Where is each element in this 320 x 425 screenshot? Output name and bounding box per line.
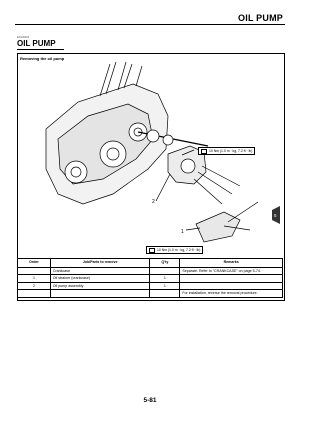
callout-1-label: 1 xyxy=(181,229,184,235)
col-qty: Q'ty xyxy=(150,259,180,268)
header-rule xyxy=(15,24,285,25)
header-title: OIL PUMP xyxy=(238,13,283,23)
table-row: 1 Oil strainer (crankcase) 1 xyxy=(18,275,283,282)
table-row: 2 Oil pump assembly 1 xyxy=(18,282,283,289)
chapter-tab-number: 5 xyxy=(274,213,277,218)
section-title: OIL PUMP xyxy=(17,39,56,48)
page-number: 5-81 xyxy=(143,397,157,404)
section-rule xyxy=(17,49,64,50)
figure-title: Removing the oil pump xyxy=(20,56,65,61)
col-order: Order xyxy=(18,259,51,268)
section-code: EAS30093 xyxy=(17,36,29,39)
col-job-parts: Job/Parts to remove xyxy=(50,259,150,268)
parts-table xyxy=(17,258,283,298)
table-row: For installation, reverse the removal procedure. xyxy=(18,290,283,297)
callout-2-label: 2 xyxy=(152,199,155,205)
table-row: Crankcase Separate. Refer to "CRANKCASE" on page 5-74. xyxy=(18,268,283,275)
table-header-row xyxy=(18,259,283,268)
torque-wrench-icon xyxy=(149,248,155,253)
torque-spec-lower: 10 Nm (1.0 m · kg, 7.2 ft · lb) xyxy=(146,246,203,254)
oil-pump-exploded-diagram xyxy=(18,54,284,259)
torque-spec-upper: 10 Nm (1.0 m · kg, 7.2 ft · lb) xyxy=(198,147,255,155)
col-remarks: Remarks xyxy=(180,259,283,268)
torque-wrench-icon xyxy=(201,149,207,154)
